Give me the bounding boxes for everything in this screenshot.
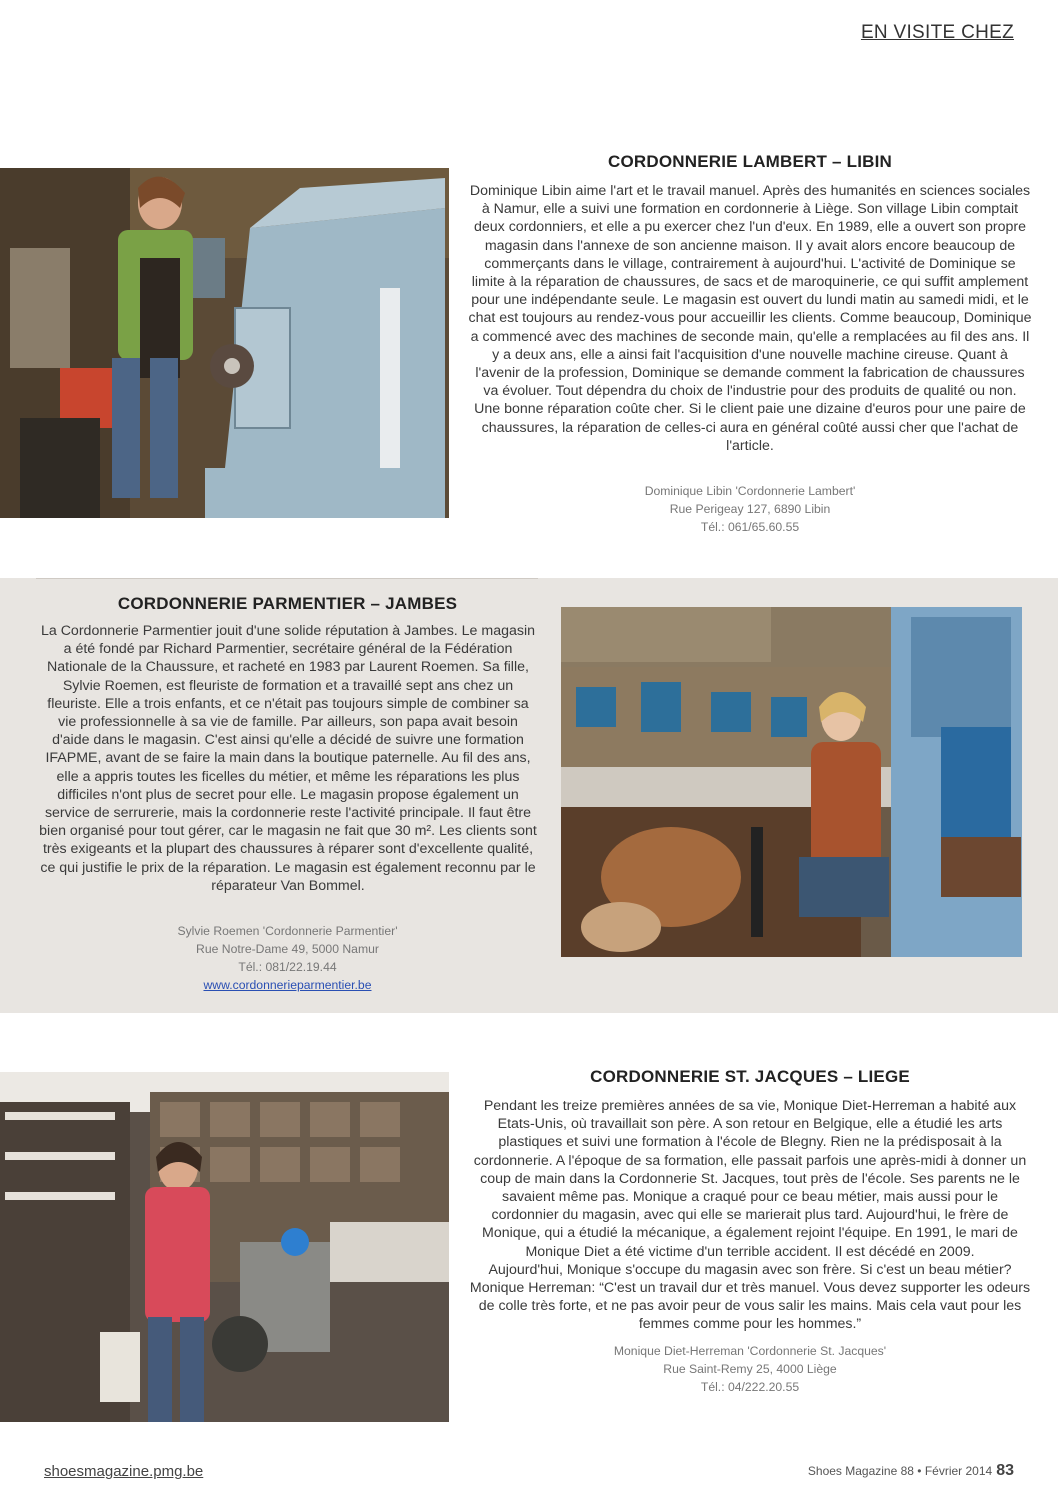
article-title: CORDONNERIE ST. JACQUES – LIEGE [590, 1067, 910, 1086]
contact-phone: Tél.: 081/22.19.44 [238, 960, 337, 974]
article-body [468, 1097, 1032, 1334]
article-title: CORDONNERIE LAMBERT – LIBIN [607, 152, 892, 171]
article-paragraph: Aujourd'hui, Monique s'occupe du magasin avec son frère. Si c'est un beau métier? Monique Herreman: “C'est un travail dur et très manuel. Vous devez supporter les odeurs de colle très forte, et ne pas avoir peur de vous salir les mains. Mais cela vaut pour les femmes comme pour les hommes.” [469, 1261, 1031, 1333]
divider [36, 578, 538, 579]
photo-cordonnerie-st-jacques [0, 1072, 449, 1422]
contact-address: Rue Notre-Dame 49, 5000 Namur [196, 942, 379, 956]
contact-name: Sylvie Roemen 'Cordonnerie Parmentier' [177, 924, 398, 938]
website-link[interactable]: www.cordonnerieparmentier.be [203, 978, 372, 992]
footer-site-link[interactable]: shoesmagazine.pmg.be [44, 1463, 204, 1480]
article-body [38, 622, 538, 895]
section-label: EN VISITE CHEZ [860, 22, 1014, 43]
contact-block [470, 482, 1030, 536]
page-number: 83 [996, 1462, 1014, 1479]
article-paragraph: Pendant les treize premières années de sa vie, Monique Diet-Herreman a habité aux Etats-Unis, où travaillait son père. A son retour en Belgique, elle a étudié les arts plastiques et suivi une formation à l'école de Blegny. Rien ne la prédisposait à la cordonnerie. A l'époque de sa formation, elle passait parfois une après-midi à donner un coup de main dans la Cordonnerie St. Jacques, tout près de l'école. Ses parents ne le savaient même pas. Monique a craqué pour ce beau métier, mais aussi pour le cordonnier du magasin, avec qui elle se marierait plus tard. Aujourd'hui, le frère de Monique, qui a étudié la mécanique, a également rejoint l'équipe. En 1991, le mari de Monique Diet a été victime d'un terrible accident. Il est décédé en 2009. [473, 1098, 1027, 1260]
contact-address: Rue Perigeay 127, 6890 Libin [669, 502, 831, 516]
article-paragraph: Une bonne réparation coûte cher. Si le client paie une dizaine d'euros pour une paire de chaussures, la réparation de celles-ci aura en général coûté aussi cher que l'achat de l'article. [474, 401, 1026, 454]
contact-block [470, 1342, 1030, 1396]
contact-address: Rue Saint-Remy 25, 4000 Liège [663, 1362, 837, 1376]
footer-issue [808, 1462, 1014, 1480]
contact-name: Monique Diet-Herreman 'Cordonnerie St. Jacques' [613, 1344, 887, 1358]
article-body [468, 182, 1032, 455]
issue-label: Shoes Magazine 88 • Février 2014 [807, 1464, 993, 1478]
contact-name: Dominique Libin 'Cordonnerie Lambert' [644, 484, 856, 498]
photo-cordonnerie-lambert [0, 168, 449, 518]
contact-phone: Tél.: 061/65.60.55 [700, 520, 800, 534]
article-title: CORDONNERIE PARMENTIER – JAMBES [117, 594, 458, 613]
contact-phone: Tél.: 04/222.20.55 [700, 1380, 800, 1394]
article-paragraph: La Cordonnerie Parmentier jouit d'une solide réputation à Jambes. Le magasin a été fondé par Richard Parmentier, secrétaire général de la Fédération Nationale de la Chaussure, et racheté en 1983 par Laurent Roemen. Sa fille, Sylvie Roemen, est fleuriste de formation et a travaillé sept ans chez un fleuriste. Elle a trois enfants, et ce n'était pas toujours simple de combiner sa vie professionnelle à sa vie de famille. Par ailleurs, son papa avait besoin d'aide dans le magasin. C'est ainsi qu'elle a décidé de suivre une formation IFAPME, avant de se faire la main dans la boutique paternelle. Au fil des ans, elle a appris toutes les ficelles du métier, et même les réparations les plus difficiles n'ont plus de secret pour elle. Le magasin propose également un service de serrurerie, mais la cordonnerie reste l'activité principale. Il faut être bien organisé pour tout gérer, car le magasin ne fait que 30 m². Les clients sont très exigeants et la plupart des chaussures à réparer sont d'excellente qualité, ce qui justifie le prix de la réparation. Le magasin est également reconnu par le réparateur Van Bommel. [39, 623, 537, 894]
contact-block [40, 922, 535, 994]
article-paragraph: Dominique Libin aime l'art et le travail manuel. Après des humanités en sciences sociales à Namur, elle a suivi une formation en cordonnerie à Liège. Son village Libin comptait deux cordonniers, et elle a pu exercer chez l'un d'eux. En 1989, elle a ouvert son propre magasin dans l'annexe de son ancienne maison. Il y avait alors encore beaucoup de commerçants dans le village, contrairement à aujourd'hui. L'activité de Dominique se limite à la réparation de chaussures, de sacs et de maroquinerie, ce qui suffit amplement pour une indépendante seule. Le magasin est ouvert du lundi matin au samedi midi, et le chat est toujours au rendez-vous pour accueillir les clients. Comme beaucoup, Dominique a commencé avec des machines de seconde main, qu'elle a remplacées au fil des ans. Il y a deux ans, elle a ainsi fait l'acquisition d'une nouvelle machine cireuse. Quant à l'avenir de la profession, Dominique se demande comment la fabrication de chaussures va évoluer. Tout dépendra du choix de l'industrie pour des produits de qualité ou non. [468, 183, 1032, 400]
photo-cordonnerie-parmentier [561, 607, 1022, 957]
